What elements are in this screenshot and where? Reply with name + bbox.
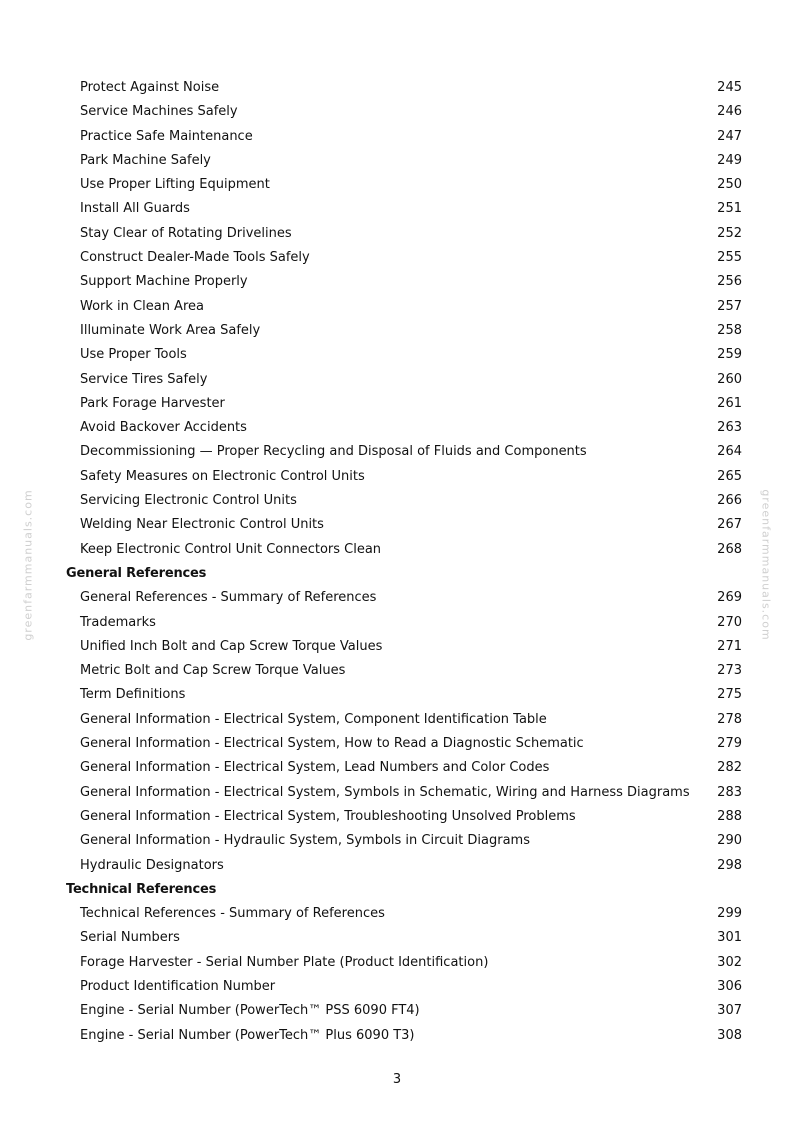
toc-entry[interactable] [66,416,742,440]
toc-entry-title: Park Machine Safely [80,152,211,168]
toc-entry[interactable] [66,659,742,683]
toc-entry-page: 256 [717,274,742,290]
toc-entry-title: Work in Clean Area [80,298,204,314]
toc-entry-title: Forage Harvester - Serial Number Plate (Product Identification) [80,954,489,970]
toc-entry[interactable] [66,368,742,392]
toc-entry-title: Metric Bolt and Cap Screw Torque Values [80,663,346,679]
toc-entry[interactable] [66,440,742,464]
toc-entry-page: 308 [717,1027,742,1043]
toc-entry[interactable] [66,756,742,780]
toc-entry-page: 279 [717,736,742,752]
toc-entry[interactable] [66,781,742,805]
toc-entry-title: General Information - Electrical System, Component Identification Table [80,711,547,727]
toc-entry-title: Engine - Serial Number (PowerTech™ Plus 6090 T3) [80,1027,415,1043]
toc-entry-page: 283 [717,784,742,800]
toc-entry[interactable] [66,319,742,343]
toc-entry-page: 257 [717,298,742,314]
toc-entry-page: 268 [717,541,742,557]
toc-entry-page: 258 [717,322,742,338]
toc-entry-title: Engine - Serial Number (PowerTech™ PSS 6090 FT4) [80,1003,420,1019]
toc-entry-page: 250 [717,177,742,193]
toc-entry-title: Use Proper Lifting Equipment [80,177,270,193]
page-number: 3 [392,1072,402,1087]
toc-entry-title: Practice Safe Maintenance [80,128,253,144]
toc-entry[interactable] [66,902,742,926]
toc-entry[interactable] [66,222,742,246]
toc-entry-title: Technical References [66,881,217,897]
watermark-left: greenfarmmanuals.com [21,489,35,641]
toc-entry[interactable] [66,538,742,562]
toc-entry-page: 265 [717,468,742,484]
toc-entry-page: 307 [717,1003,742,1019]
toc-entry-title: Illuminate Work Area Safely [80,322,261,338]
toc-entry-title: Unified Inch Bolt and Cap Screw Torque Values [80,638,383,654]
toc-entry-page: 278 [717,711,742,727]
toc-entry-page: 251 [717,201,742,217]
toc-entry[interactable] [66,805,742,829]
toc-entry[interactable] [66,854,742,878]
toc-entry-page: 288 [717,808,742,824]
toc-entry[interactable] [66,1024,742,1048]
toc-entry-page: 259 [717,347,742,363]
toc-entry-title: Welding Near Electronic Control Units [80,517,324,533]
toc-entry[interactable] [66,683,742,707]
toc-entry-page: 263 [717,420,742,436]
toc-entry-title: General References [66,565,207,581]
toc-entry-title: Service Tires Safely [80,371,208,387]
toc-entry-page: 247 [717,128,742,144]
toc-entry-title: General Information - Electrical System, How to Read a Diagnostic Schematic [80,736,584,752]
toc-entry-page: 270 [717,614,742,630]
toc-entry[interactable] [66,270,742,294]
toc-entry-page: 249 [717,152,742,168]
toc-entry[interactable] [66,295,742,319]
toc-entry-page: 306 [717,978,742,994]
toc-entry[interactable] [66,586,742,610]
toc-entry[interactable] [66,392,742,416]
toc-entry-title: Term Definitions [80,687,186,703]
watermark-right: greenfarmmanuals.com [759,489,773,641]
toc-entry[interactable] [66,489,742,513]
toc-entry-title: General Information - Electrical System, Symbols in Schematic, Wiring and Harness Diagrams [80,784,690,800]
toc-entry-title: Hydraulic Designators [80,857,224,873]
toc-entry[interactable] [66,975,742,999]
toc-entry-page: 246 [717,104,742,120]
toc-entry-page: 298 [717,857,742,873]
toc-entry-title: General Information - Electrical System, Lead Numbers and Color Codes [80,760,550,776]
toc-entry[interactable] [66,708,742,732]
toc-section-heading [66,878,742,902]
toc-entry-title: Protect Against Noise [80,80,220,95]
toc-entry[interactable] [66,513,742,537]
toc-entry-page: 299 [717,906,742,922]
toc-entry[interactable] [66,149,742,173]
toc-section-heading [66,562,742,586]
toc-entry-page: 267 [717,517,742,533]
toc-entry-page: 290 [717,833,742,849]
toc-entry[interactable] [66,926,742,950]
toc-entry-title: Safety Measures on Electronic Control Units [80,468,365,484]
toc-entry-title: Trademarks [80,614,156,630]
toc-entry[interactable] [66,100,742,124]
table-of-contents [66,76,742,1048]
toc-entry[interactable] [66,732,742,756]
toc-entry[interactable] [66,125,742,149]
toc-entry-title: Product Identification Number [80,978,276,994]
toc-entry-page: 264 [717,444,742,460]
toc-entry[interactable] [66,829,742,853]
toc-entry[interactable] [66,999,742,1023]
toc-entry-title: Avoid Backover Accidents [80,420,247,436]
toc-entry-title: Park Forage Harvester [80,395,225,411]
toc-entry-page: 266 [717,493,742,509]
toc-entry-title: Keep Electronic Control Unit Connectors Clean [80,541,382,557]
toc-entry-title: Servicing Electronic Control Units [80,493,297,509]
toc-entry-page: 260 [717,371,742,387]
toc-entry-title: General References - Summary of References [80,590,377,606]
toc-entry-title: Service Machines Safely [80,104,238,120]
toc-entry-page: 273 [717,663,742,679]
toc-entry[interactable] [66,635,742,659]
toc-entry-page: 269 [717,590,742,606]
toc-entry-page: 301 [717,930,742,946]
toc-entry-title: Stay Clear of Rotating Drivelines [80,225,292,241]
toc-entry[interactable] [66,197,742,221]
toc-entry-title: Technical References - Summary of References [80,906,385,922]
toc-entry-page: 275 [717,687,742,703]
toc-entry-title: General Information - Hydraulic System, Symbols in Circuit Diagrams [80,833,530,849]
toc-entry-title: Decommissioning — Proper Recycling and Disposal of Fluids and Components [80,444,587,460]
toc-entry-title: Install All Guards [80,201,190,217]
toc-entry-title: Construct Dealer-Made Tools Safely [80,250,310,266]
toc-entry-page: 245 [717,80,742,95]
toc-entry[interactable] [66,951,742,975]
toc-entry[interactable] [66,173,742,197]
toc-entry-title: Support Machine Properly [80,274,248,290]
toc-entry-page: 282 [717,760,742,776]
toc-entry[interactable] [66,76,742,100]
toc-entry-page: 255 [717,250,742,266]
toc-entry-page: 261 [717,395,742,411]
toc-entry-page: 302 [717,954,742,970]
toc-entry[interactable] [66,611,742,635]
toc-entry[interactable] [66,246,742,270]
toc-entry[interactable] [66,465,742,489]
toc-entry-title: Serial Numbers [80,930,180,946]
toc-entry-page: 252 [717,225,742,241]
toc-entry-title: Use Proper Tools [80,347,187,363]
toc-entry-title: General Information - Electrical System, Troubleshooting Unsolved Problems [80,808,576,824]
toc-entry[interactable] [66,343,742,367]
toc-entry-page: 271 [717,638,742,654]
